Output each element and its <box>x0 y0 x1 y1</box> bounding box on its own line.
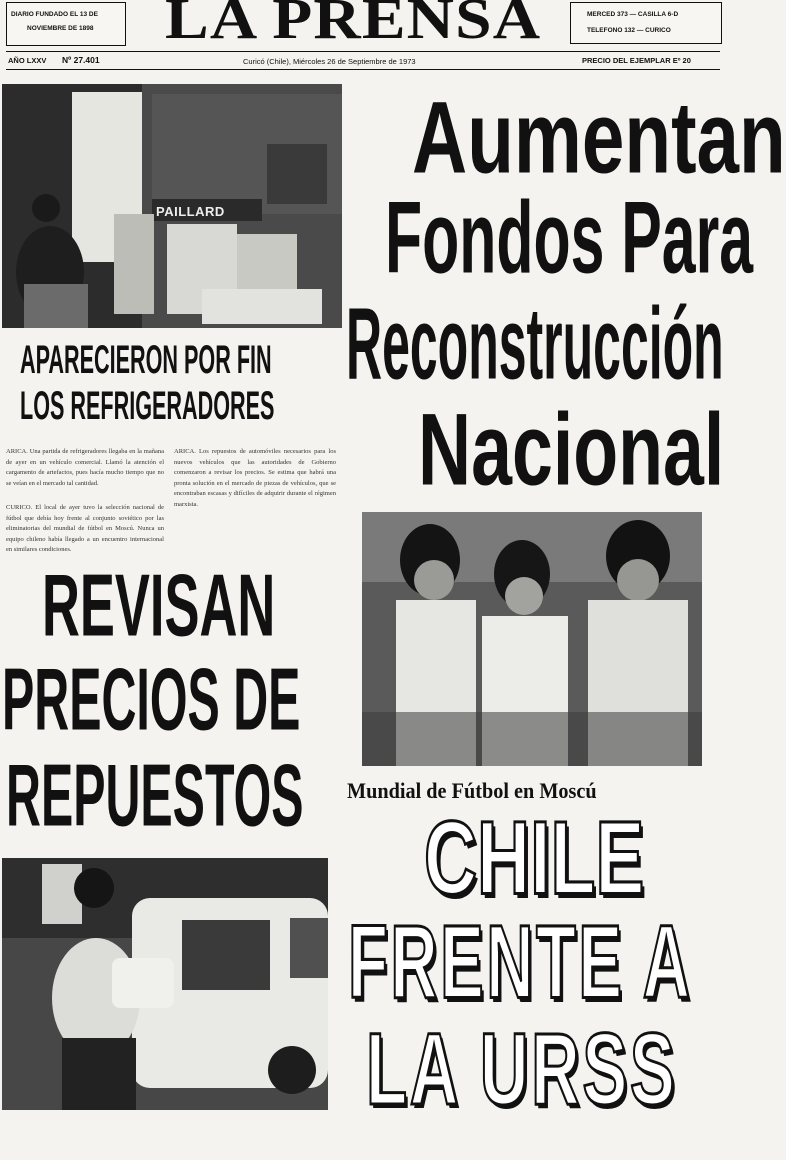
main-headline-line4: Nacional <box>418 391 725 507</box>
paillard-sign: PAILLARD <box>156 204 225 219</box>
masthead-rule-bottom <box>6 69 720 70</box>
football-players-photo-art <box>362 512 702 766</box>
car-parts-photo <box>2 858 328 1110</box>
address-line1: MERCED 373 — CASILLA 6-D <box>587 11 679 18</box>
price-label: PRECIO DEL EJEMPLAR Eº 20 <box>582 56 691 65</box>
fridge-headline-line1: APARECIERON POR FIN <box>20 338 272 382</box>
main-headline-line3: Reconstrucción <box>346 285 724 401</box>
refrigerators-photo <box>2 84 342 328</box>
fridge-headline-line2: LOS REFRIGERADORES <box>20 384 275 428</box>
fridge-body-col1: ARICA. Una partida de refrigeradores llegaba en la mañana de ayer en un vehículo comercial. Llamó la atención el cargamento de artefactos, pues hacía mucho tiempo que no se veían en el mercado tal cantidad. <box>6 448 164 487</box>
fridge-body-col2: CURICO. El local de ayer tuvo la selección nacional de fútbol que debía hoy frente al conjunto soviético por las eliminatorias del mundial de fútbol en Moscú. Nunca un equipo chileno había llegado a un encuentro internacional en similares condiciones. <box>6 504 164 553</box>
repuestos-headline-line3: REPUESTOS <box>6 746 304 845</box>
football-headline-line1: CHILE <box>424 799 645 917</box>
fridge-body-col3: ARICA. Los repuestos de automóviles necesarios para los nuevos vehículos que las autoridades de Gobierno comenzaron a revisar los precios. Se estima que habrá una pronta solución en el mercado de piezas de vehículos, que se encontraban escasas y difíciles de adquirir durante el régimen marxista. <box>174 448 336 508</box>
football-players-photo <box>362 512 702 766</box>
address-line2: TELEFONO 132 — CURICO <box>587 27 671 34</box>
founded-line1: DIARIO FUNDADO EL 13 DE <box>11 11 98 18</box>
repuestos-headline-line2: PRECIOS DE <box>2 650 301 749</box>
masthead-title: LA PRENSA <box>165 0 542 51</box>
founded-line2: NOVIEMBRE DE 1898 <box>27 25 94 32</box>
football-headline-line2: FRENTE A <box>348 903 693 1021</box>
founded-box <box>6 2 126 46</box>
dateline: Curicó (Chile), Miércoles 26 de Septiembre de 1973 <box>243 57 416 66</box>
year-label: AÑO LXXV <box>8 56 47 65</box>
issue-label: Nº 27.401 <box>62 55 100 65</box>
car-parts-photo-art <box>2 858 328 1110</box>
masthead-rule-top <box>6 51 720 52</box>
main-headline-line2: Fondos Para <box>385 179 754 295</box>
football-headline-line3: LA URSS <box>366 1012 678 1126</box>
football-kicker: Mundial de Fútbol en Moscú <box>347 778 597 803</box>
main-headline-line1: Aumentan <box>412 79 786 195</box>
repuestos-headline-line1: REVISAN <box>42 556 276 655</box>
address-box <box>570 2 722 44</box>
